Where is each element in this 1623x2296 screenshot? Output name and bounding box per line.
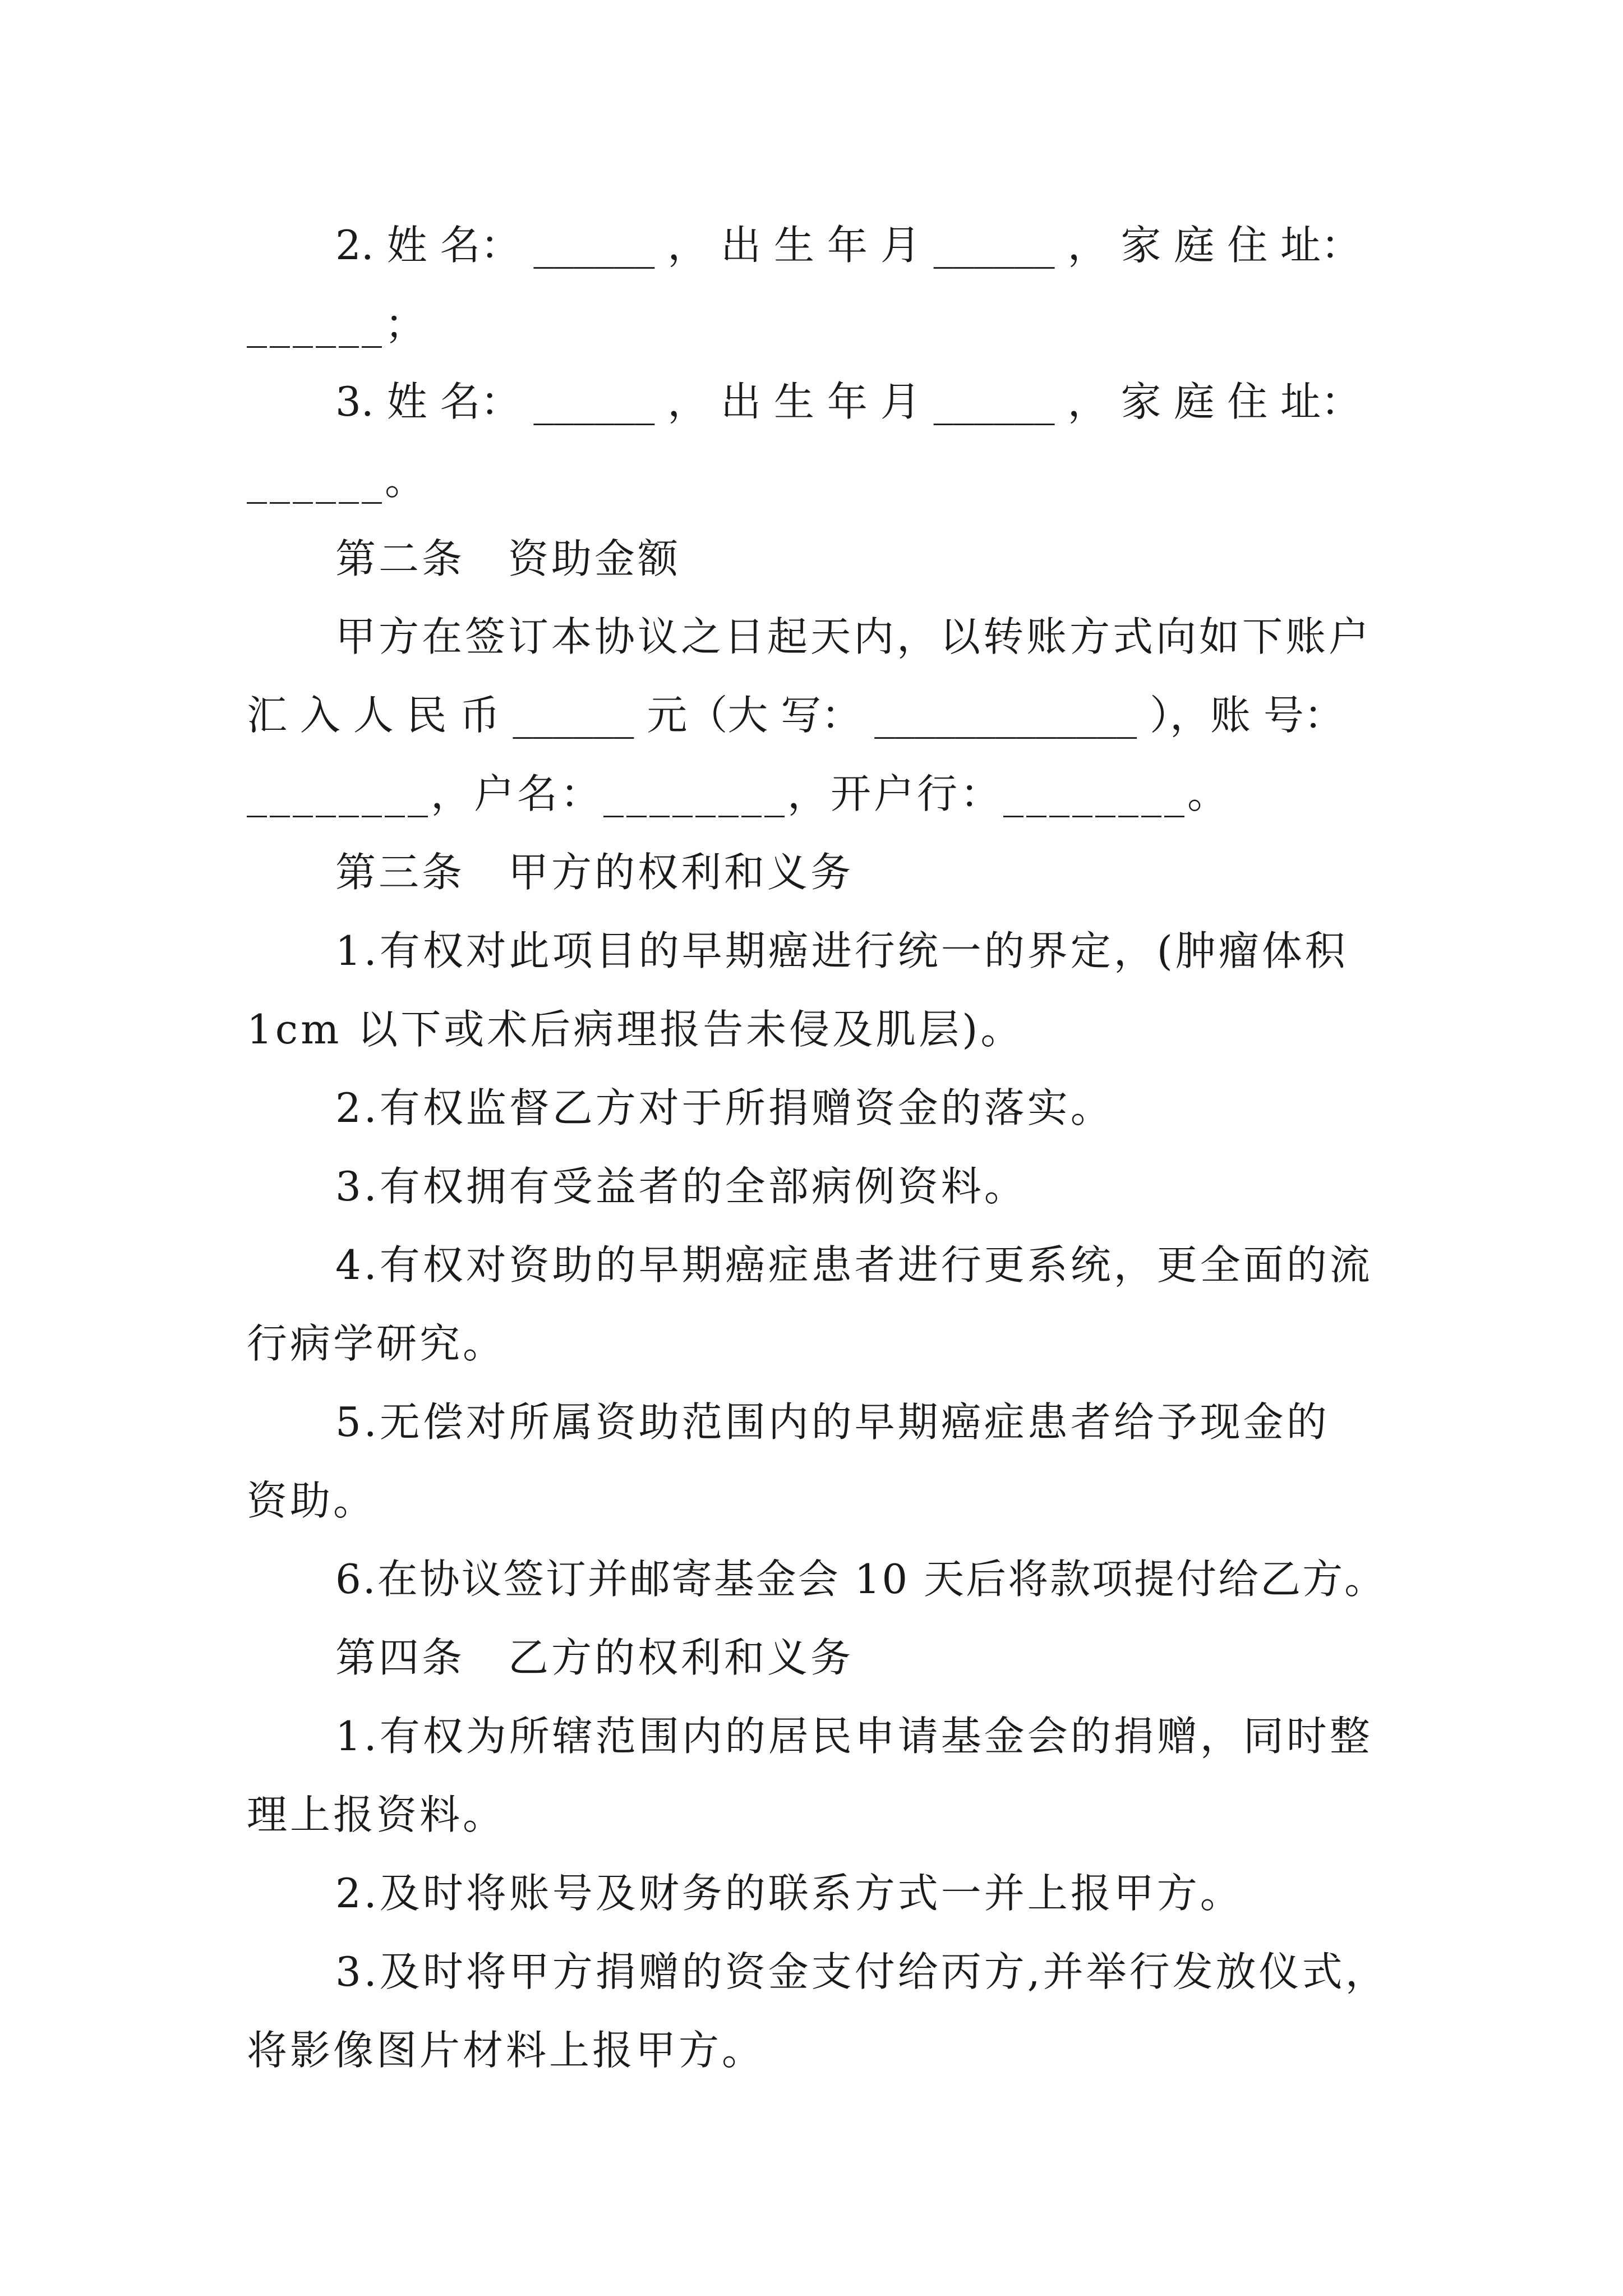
text-line: 将影像图片材料上报甲方。 bbox=[247, 2027, 766, 2074]
text-line: ________，户名：________，开户行：________。 bbox=[247, 770, 1231, 817]
section-heading: 第三条 甲方的权利和义务 bbox=[335, 849, 854, 896]
text-line: 行病学研究。 bbox=[247, 1320, 506, 1367]
text-line: 3. 姓 名： ______ ， 出 生 年 月 ______ ， 家 庭 住 址： bbox=[335, 378, 1362, 425]
text-line: 2.有权监督乙方对于所捐赠资金的落实。 bbox=[335, 1084, 1114, 1131]
section-heading: 第二条 资助金额 bbox=[335, 535, 681, 582]
text-line: 1.有权为所辖范围内的居民申请基金会的捐赠，同时整 bbox=[335, 1713, 1373, 1760]
text-line: 1cm 以下或术后病理报告未侵及肌层)。 bbox=[247, 1006, 1024, 1053]
text-line: 6.在协议签订并邮寄基金会 10 天后将款项提付给乙方。 bbox=[335, 1556, 1387, 1603]
text-line: ______； bbox=[247, 301, 428, 348]
text-line: ______。 bbox=[247, 457, 428, 504]
text-line: 理上报资料。 bbox=[247, 1791, 506, 1838]
text-line: 5.无偿对所属资助范围内的早期癌症患者给予现金的 bbox=[335, 1398, 1330, 1446]
text-line: 甲方在签订本协议之日起天内，以转账方式向如下账户 bbox=[335, 613, 1372, 660]
text-line: 汇 入 人 民 币 ______ 元（大 写： _____________ ），账 号： bbox=[247, 692, 1344, 739]
text-line: 资助。 bbox=[247, 1477, 377, 1524]
text-line: 4.有权对资助的早期癌症患者进行更系统，更全面的流 bbox=[335, 1241, 1373, 1289]
text-line: 2.及时将账号及财务的联系方式一并上报甲方。 bbox=[335, 1870, 1243, 1917]
text-line: 3.及时将甲方捐赠的资金支付给丙方,并举行发放仪式， bbox=[335, 1948, 1389, 1995]
text-line: 2. 姓 名： ______ ， 出 生 年 月 ______ ， 家 庭 住 址： bbox=[335, 222, 1362, 269]
text-line: 3.有权拥有受益者的全部病例资料。 bbox=[335, 1163, 1027, 1210]
section-heading: 第四条 乙方的权利和义务 bbox=[335, 1634, 854, 1681]
text-line: 1.有权对此项目的早期癌进行统一的界定，(肿瘤体积 bbox=[335, 927, 1348, 974]
